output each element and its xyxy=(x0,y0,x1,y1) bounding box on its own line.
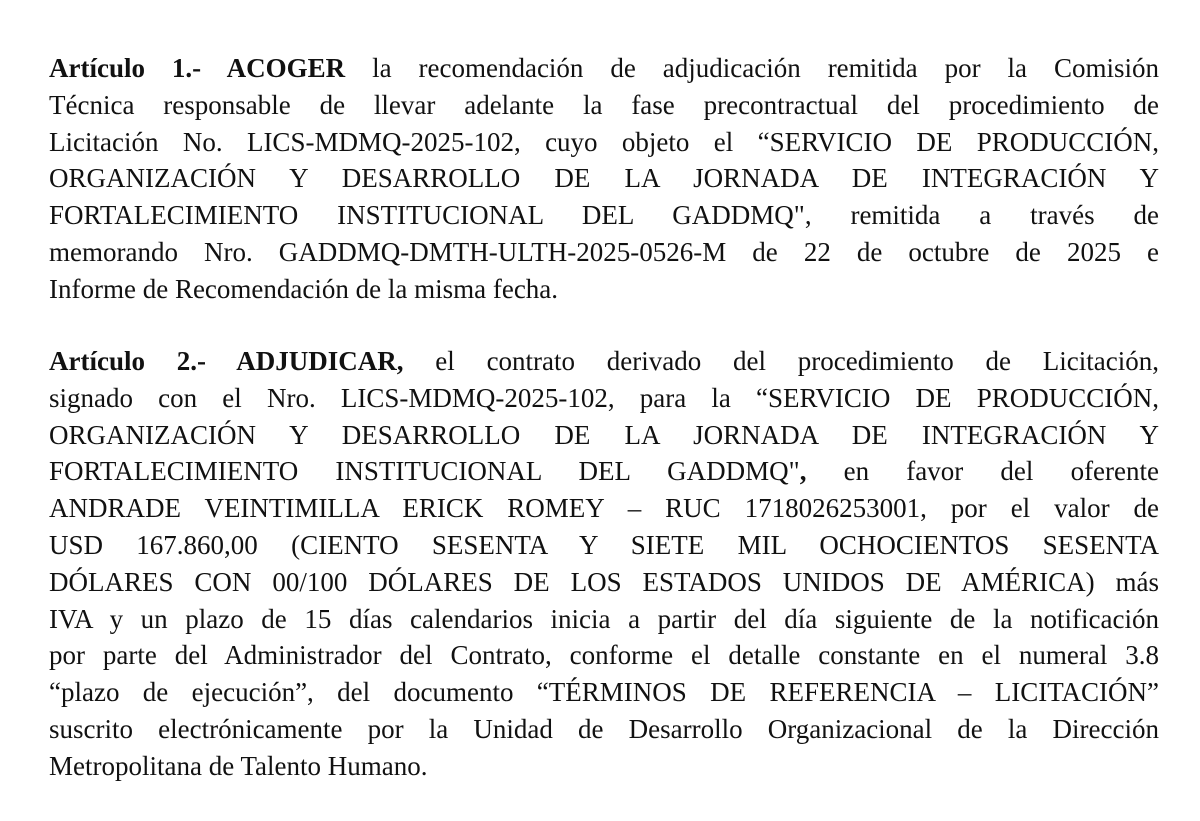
article-2-line: IVA y un plazo de 15 días calendarios inicia a partir del día siguiente de la notificación xyxy=(49,603,1159,634)
article-1 xyxy=(49,50,1159,308)
article-1-line: Informe de Recomendación de la misma fecha. xyxy=(49,273,559,304)
article-2-line: signado con el Nro. LICS-MDMQ-2025-102, para la “SERVICIO DE PRODUCCIÓN, xyxy=(49,382,1159,413)
article-1-line: ORGANIZACIÓN Y DESARROLLO DE LA JORNADA DE INTEGRACIÓN Y xyxy=(49,163,1159,194)
article-2 xyxy=(49,343,1159,785)
article-2-line: Artículo 2.- ADJUDICAR, el contrato derivado del procedimiento de Licitación, xyxy=(49,346,1159,376)
article-1-line: Técnica responsable de llevar adelante la fase precontractual del procedimiento de xyxy=(49,89,1159,120)
article-2-line: FORTALECIMIENTO INSTITUCIONAL DEL GADDMQ", en favor del oferente xyxy=(49,456,1160,487)
article-1-line: memorando Nro. GADDMQ-DMTH-ULTH-2025-0526-M de 22 de octubre de 2025 e xyxy=(49,236,1159,267)
article-2-verb: ADJUDICAR, xyxy=(236,346,404,376)
article-2-line: DÓLARES CON 00/100 DÓLARES DE LOS ESTADOS UNIDOS DE AMÉRICA) más xyxy=(49,566,1159,597)
article-1-label: Artículo 1.- xyxy=(49,53,227,83)
article-2-line: ORGANIZACIÓN Y DESARROLLO DE LA JORNADA DE INTEGRACIÓN Y xyxy=(49,419,1159,450)
article-2-line: por parte del Administrador del Contrato, conforme el detalle constante en el numeral 3.8 xyxy=(49,640,1159,671)
article-1-line: FORTALECIMIENTO INSTITUCIONAL DEL GADDMQ", remitida a través de xyxy=(49,200,1159,231)
article-1-verb: ACOGER xyxy=(226,53,346,83)
article-2-line: USD 167.860,00 (CIENTO SESENTA Y SIETE MIL OCHOCIENTOS SESENTA xyxy=(49,529,1159,560)
article-1-line: Licitación No. LICS-MDMQ-2025-102, cuyo objeto el “SERVICIO DE PRODUCCIÓN, xyxy=(49,126,1159,157)
article-2-line: ANDRADE VEINTIMILLA ERICK ROMEY – RUC 1718026253001, por el valor de xyxy=(49,493,1159,524)
article-2-label: Artículo 2.- xyxy=(49,346,237,376)
article-1-line: Artículo 1.- ACOGER la recomendación de adjudicación remitida por la Comisión xyxy=(49,53,1159,83)
article-2-line: suscrito electrónicamente por la Unidad de Desarrollo Organizacional de la Dirección xyxy=(49,713,1159,744)
article-2-line: Metropolitana de Talento Humano. xyxy=(49,750,428,781)
article-2-line: “plazo de ejecución”, del documento “TÉRMINOS DE REFERENCIA – LICITACIÓN” xyxy=(49,677,1159,708)
